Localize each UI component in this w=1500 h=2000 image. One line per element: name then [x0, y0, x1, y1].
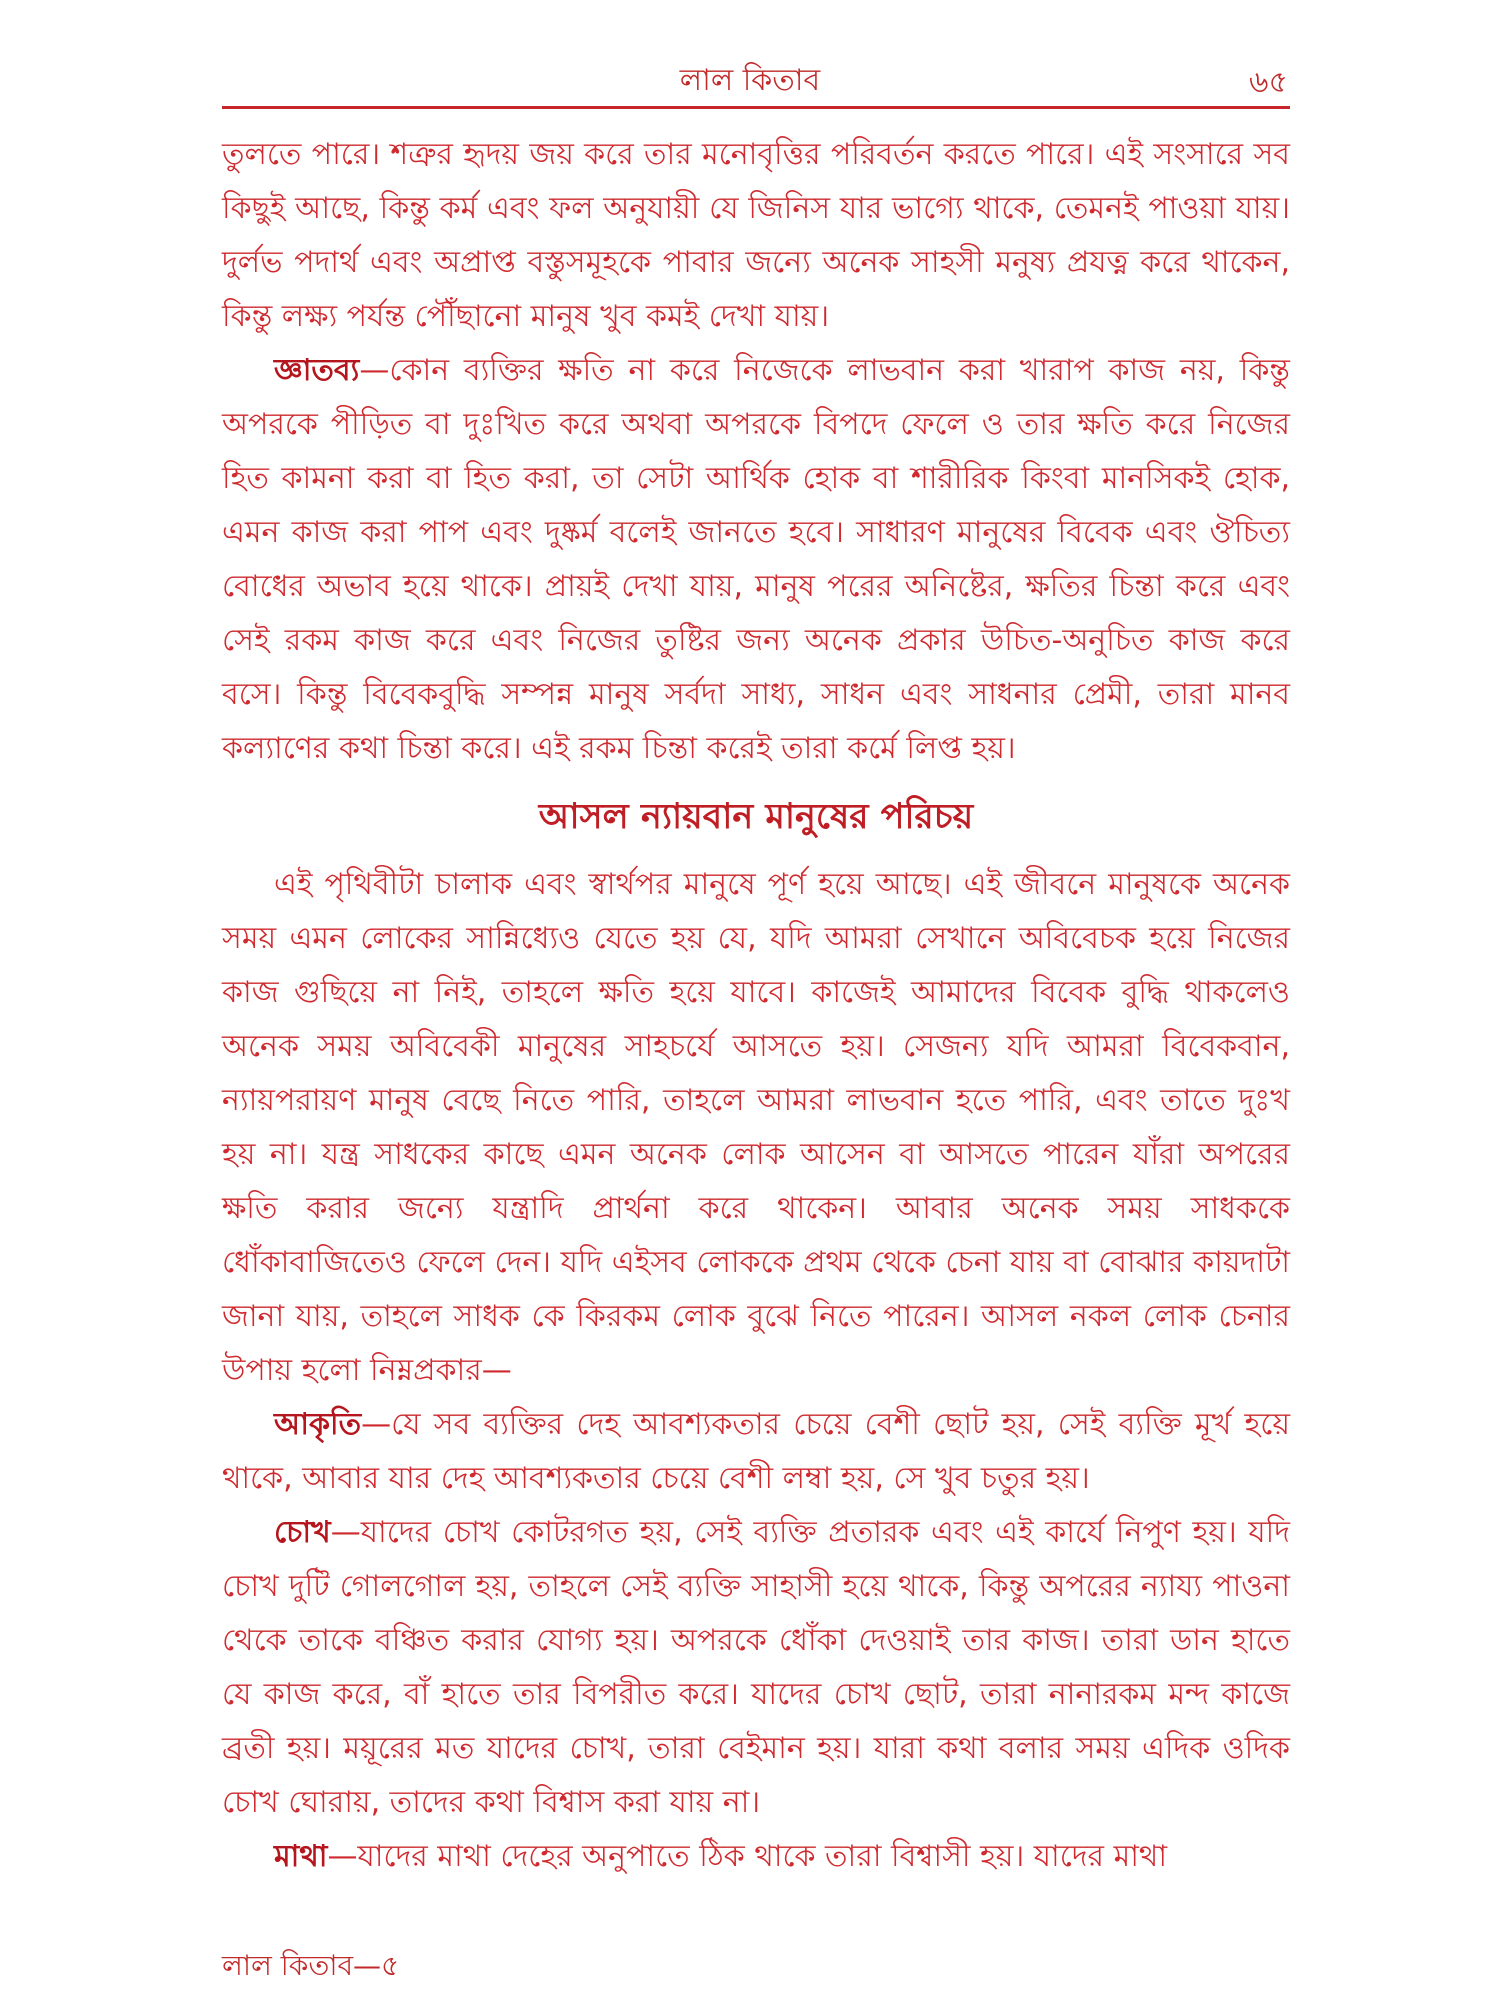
- paragraph-matha-text: —যাদের মাথা দেহের অনুপাতে ঠিক থাকে তারা বিশ্বাসী হয়। যাদের মাথা: [327, 1839, 1168, 1874]
- term-jnatobbo: জ্ঞাতব্য: [274, 353, 360, 388]
- paragraph-chokh: [222, 1506, 1290, 1830]
- term-akriti: আকৃতি: [274, 1407, 362, 1442]
- section-heading: আসল ন্যায়বান মানুষের পরিচয়: [538, 797, 974, 837]
- paragraph-akriti-text: —যে সব ব্যক্তির দেহ আবশ্যকতার চেয়ে বেশী ছোট হয়, সেই ব্যক্তি মূর্খ হয়ে থাকে, আবার যার দেহ আবশ্যকতার চেয়ে বেশী লম্বা হয়, সে খুব চতুর হয়।: [222, 1407, 1290, 1496]
- paragraph-continuation: তুলতে পারে। শত্রুর হৃদয় জয় করে তার মনোবৃত্তির পরিবর্তন করতে পারে। এই সংসারে সব কিছুই আছে, কিন্তু কর্ম এবং ফল অনুযায়ী যে জিনিস যার ভাগ্যে থাকে, তেমনই পাওয়া যায়। দুর্লভ পদার্থ এবং অপ্রাপ্ত বস্তুসমূহকে পাবার জন্যে অনেক সাহসী মনুষ্য প্রযত্ন করে থাকেন, কিন্তু লক্ষ্য পর্যন্ত পৌঁছানো মানুষ খুব কমই দেখা যায়।: [222, 137, 1290, 334]
- paragraph-chokh-text: —যাদের চোখ কোটরগত হয়, সেই ব্যক্তি প্রতারক এবং এই কার্যে নিপুণ হয়। যদি চোখ দুটি গোলগোল হয়, তাহলে সেই ব্যক্তি সাহাসী হয়ে থাকে, কিন্তু অপরের ন্যায্য পাওনা থেকে তাকে বঞ্চিত করার যোগ্য হয়। অপরকে ধোঁকা দেওয়াই তার কাজ। তারা ডান হাতে যে কাজ করে, বাঁ হাতে তার বিপরীত করে। যাদের চোখ ছোট, তারা নানারকম মন্দ কাজে ব্রতী হয়। ময়ূরের মত যাদের চোখ, তারা বেইমান হয়। যারা কথা বলার সময় এদিক ওদিক চোখ ঘোরায়, তাদের কথা বিশ্বাস করা যায় না।: [222, 1515, 1290, 1820]
- header-rule: [222, 106, 1290, 109]
- paragraph-matha: [222, 1830, 1290, 1884]
- term-matha: মাথা: [274, 1839, 328, 1874]
- paragraph-intro: এই পৃথিবীটা চালাক এবং স্বার্থপর মানুষে পূর্ণ হয়ে আছে। এই জীবনে মানুষকে অনেক সময় এমন লোকের সান্নিধ্যেও যেতে হয় যে, যদি আমরা সেখানে অবিবেচক হয়ে নিজের কাজ গুছিয়ে না নিই, তাহলে ক্ষতি হয়ে যাবে। কাজেই আমাদের বিবেক বুদ্ধি থাকলেও অনেক সময় অবিবেকী মানুষের সাহচর্যে আসতে হয়। সেজন্য যদি আমরা বিবেকবান, ন্যায়পরায়ণ মানুষ বেছে নিতে পারি, তাহলে আমরা লাভবান হতে পারি, এবং তাতে দুঃখ হয় না। যন্ত্র সাধকের কাছে এমন অনেক লোক আসেন বা আসতে পারেন যাঁরা অপরের ক্ষতি করার জন্যে যন্ত্রাদি প্রার্থনা করে থাকেন। আবার অনেক সময় সাধককে ধোঁকাবাজিতেও ফেলে দেন। যদি এইসব লোককে প্রথম থেকে চেনা যায় বা বোঝার কায়দাটা জানা যায়, তাহলে সাধক কে কিরকম লোক বুঝে নিতে পারেন। আসল নকল লোক চেনার উপায় হলো নিম্নপ্রকার—: [222, 867, 1290, 1388]
- paragraph-note: [222, 344, 1290, 776]
- paragraph-note-text: —কোন ব্যক্তির ক্ষতি না করে নিজেকে লাভবান করা খারাপ কাজ নয়, কিন্তু অপরকে পীড়িত বা দুঃখিত করে অথবা অপরকে বিপদে ফেলে ও তার ক্ষতি করে নিজের হিত কামনা করা বা হিত করা, তা সেটা আর্থিক হোক বা শারীরিক কিংবা মানসিকই হোক, এমন কাজ করা পাপ এবং দুষ্কর্ম বলেই জানতে হবে। সাধারণ মানুষের বিবেক এবং ঔচিত্য বোধের অভাব হয়ে থাকে। প্রায়ই দেখা যায়, মানুষ পরের অনিষ্টের, ক্ষতির চিন্তা করে এবং সেই রকম কাজ করে এবং নিজের তুষ্টির জন্য অনেক প্রকার উচিত-অনুচিত কাজ করে বসে। কিন্তু বিবেকবুদ্ধি সম্পন্ন মানুষ সর্বদা সাধ্য, সাধন এবং সাধনার প্রেমী, তারা মানব কল্যাণের কথা চিন্তা করে। এই রকম চিন্তা করেই তারা কর্মে লিপ্ত হয়।: [222, 353, 1290, 766]
- term-chokh: চোখ: [274, 1515, 331, 1550]
- signature-mark: লাল কিতাব—৫: [222, 1949, 400, 1982]
- page-number: ৬৫: [1249, 65, 1288, 100]
- page-body: [222, 128, 1290, 1884]
- paragraph-akriti: [222, 1398, 1290, 1506]
- running-header-title: লাল কিতাব: [679, 63, 821, 98]
